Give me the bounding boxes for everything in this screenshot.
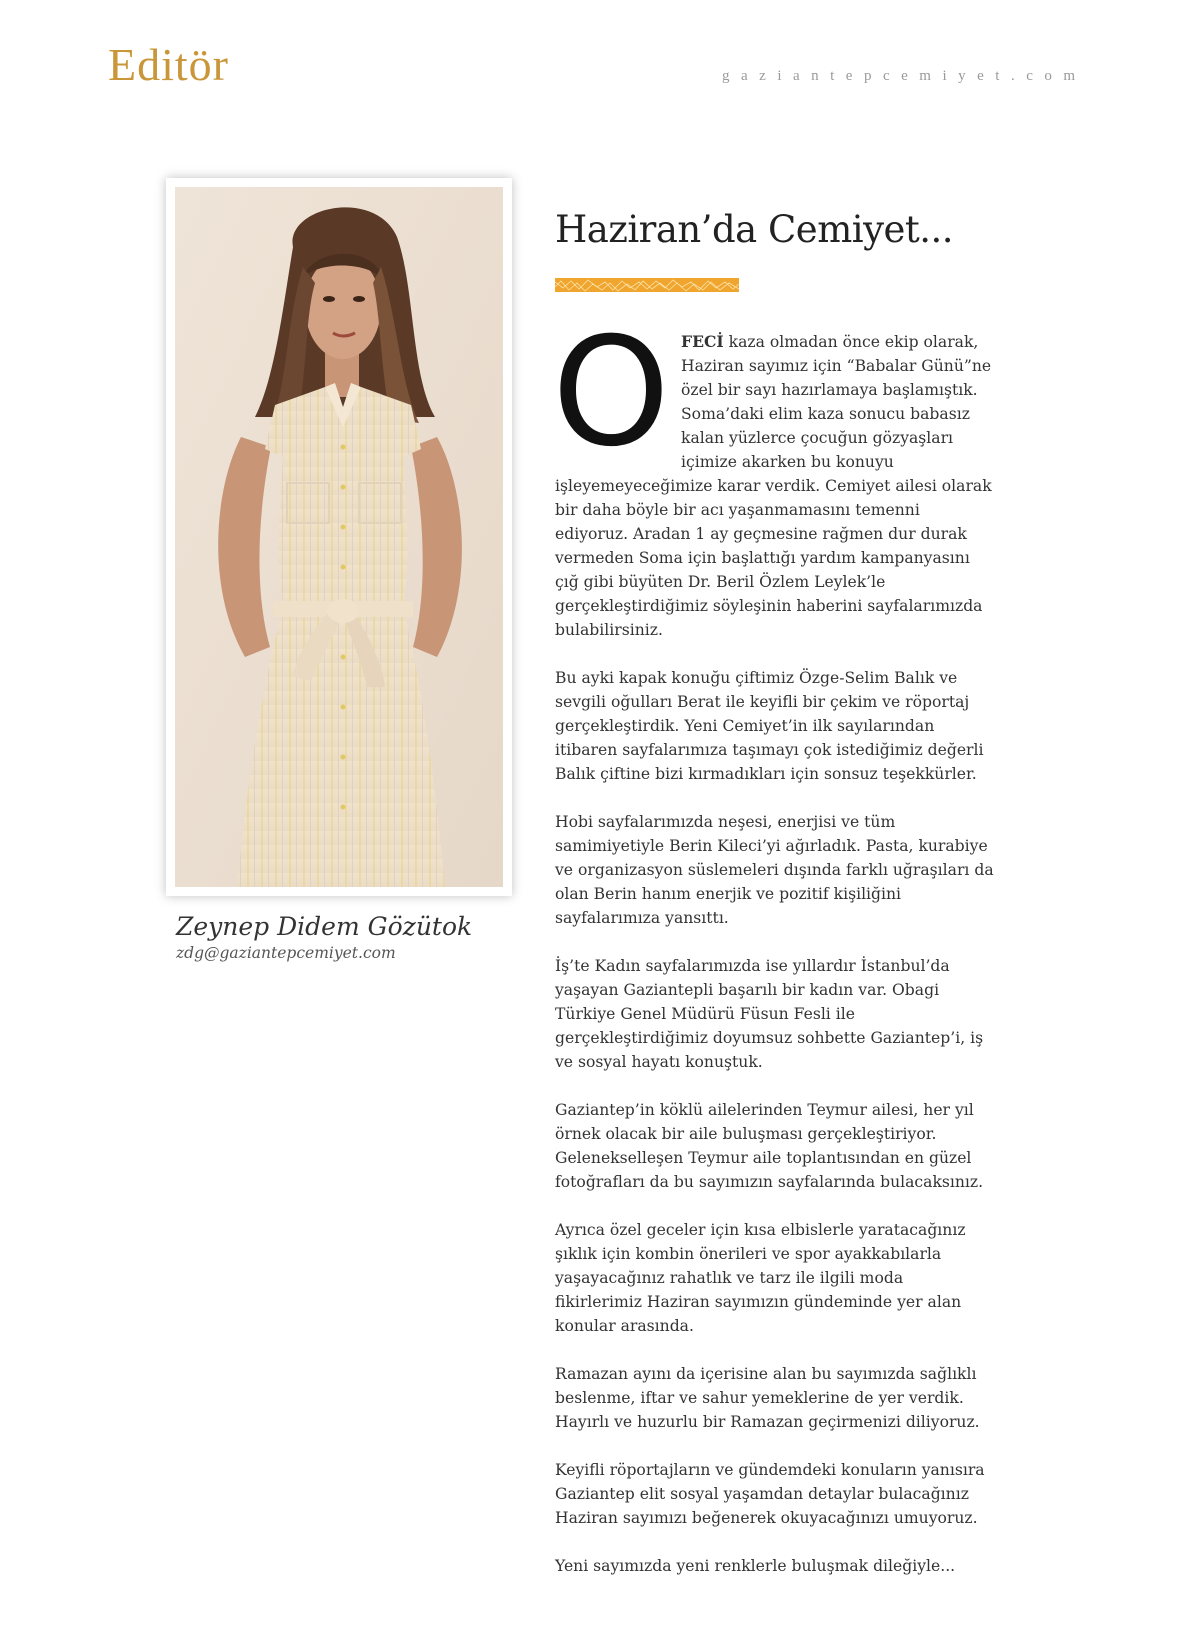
article-paragraph: Hobi sayfalarımızda neşesi, enerjisi ve tüm samimiyetiyle Berin Kileci’yi ağırladık. Pasta, kurabiye ve organizasyon süslemeleri dışında farklı uğraşıları da olan Berin hanım enerjik ve pozitif kişiliğini sayfalarımıza yansıttı.: [555, 813, 994, 927]
article-paragraph: Gaziantep’in köklü ailelerinden Teymur ailesi, her yıl örnek olacak bir aile buluşması gerçekleştiriyor. Gelenekselleşen Teymur aile toplantısından en güzel fotoğrafları da bu sayımızın sayfalarında bulacaksınız.: [555, 1101, 984, 1191]
article-paragraph: Ayrıca özel geceler için kısa elbislerle yaratacağınız şıklık için kombin önerileri ve spor ayakkabılarla yaşayacağınız rahatlık ve tarz ile ilgili moda fikirlerimiz Haziran sayımızın gündeminde yer alan konular arasında.: [555, 1221, 966, 1335]
dropcap: [551, 326, 671, 458]
article-body: [551, 326, 995, 1602]
svg-text:O: O: [551, 326, 671, 458]
section-title: Editör: [108, 39, 229, 90]
headline-ornament: [555, 278, 739, 292]
article-paragraph: Ramazan ayını da içerisine alan bu sayımızda sağlıklı beslenme, iftar ve sahur yemeklerine de yer verdik. Hayırlı ve huzurlu bir Ramazan geçirmenizi diliyoruz.: [555, 1365, 980, 1431]
portrait-illustration: [175, 187, 503, 887]
lead-word: FECİ: [681, 332, 724, 351]
article-lead-paragraph: [551, 326, 995, 642]
article-closing: Yeni sayımızda yeni renklerle buluşmak dileğiyle...: [555, 1557, 956, 1575]
editor-portrait-photo: [175, 187, 503, 887]
site-url: gaziantepcemiyet.com: [722, 68, 1087, 84]
article-paragraph: Bu ayki kapak konuğu çiftimiz Özge-Selim Balık ve sevgili oğulları Berat ile keyifli bir çekim ve röportaj gerçekleştirdik. Yeni Cemiyet’in ilk sayılarından itibaren sayfalarımıza taşımayı çok istediğimiz değerli Balık çiftine bizi kırmadıkları için sonsuz teşekkürler.: [555, 669, 984, 783]
article-paragraph: Keyifli röportajların ve gündemdeki konuların yanısıra Gaziantep elit sosyal yaşamdan detaylar bulacağınız Haziran sayımızı beğenerek okuyacağınızı umuyoruz.: [555, 1461, 985, 1527]
lead-text: kaza olmadan önce ekip olarak, Haziran sayımız için “Babalar Günü”ne özel bir sayı hazırlamaya başlamıştık. Soma’daki elim kaza sonucu babasız kalan yüzlerce çocuğun gözyaşları içimize akarken bu konuyu işleyemeyeceğimize karar verdik. Cemiyet ailesi olarak bir daha böyle bir acı yaşanmamasını temenni ediyoruz. Aradan 1 ay geçmesine rağmen dur durak vermeden Soma için başlattığı yardım kampanyasını çığ gibi büyüten Dr. Beril Özlem Leylek’le gerçekleştirdiğimiz söyleşinin haberini sayfalarımızda bulabilirsiniz.: [555, 333, 992, 639]
article-paragraph: İş’te Kadın sayfalarımızda ise yıllardır İstanbul’da yaşayan Gaziantepli başarılı bir kadın var. Obagi Türkiye Genel Müdürü Füsun Fesli ile gerçekleştirdiğimiz doyumsuz sohbette Gaziantep’i, iş ve sosyal hayatı konuştuk.: [555, 957, 984, 1071]
editor-photo-frame: [166, 178, 512, 896]
author-email[interactable]: zdg@gaziantepcemiyet.com: [176, 944, 396, 962]
article-headline: Haziran’da Cemiyet...: [555, 208, 954, 251]
author-name: Zeynep Didem Gözütok: [176, 912, 473, 941]
